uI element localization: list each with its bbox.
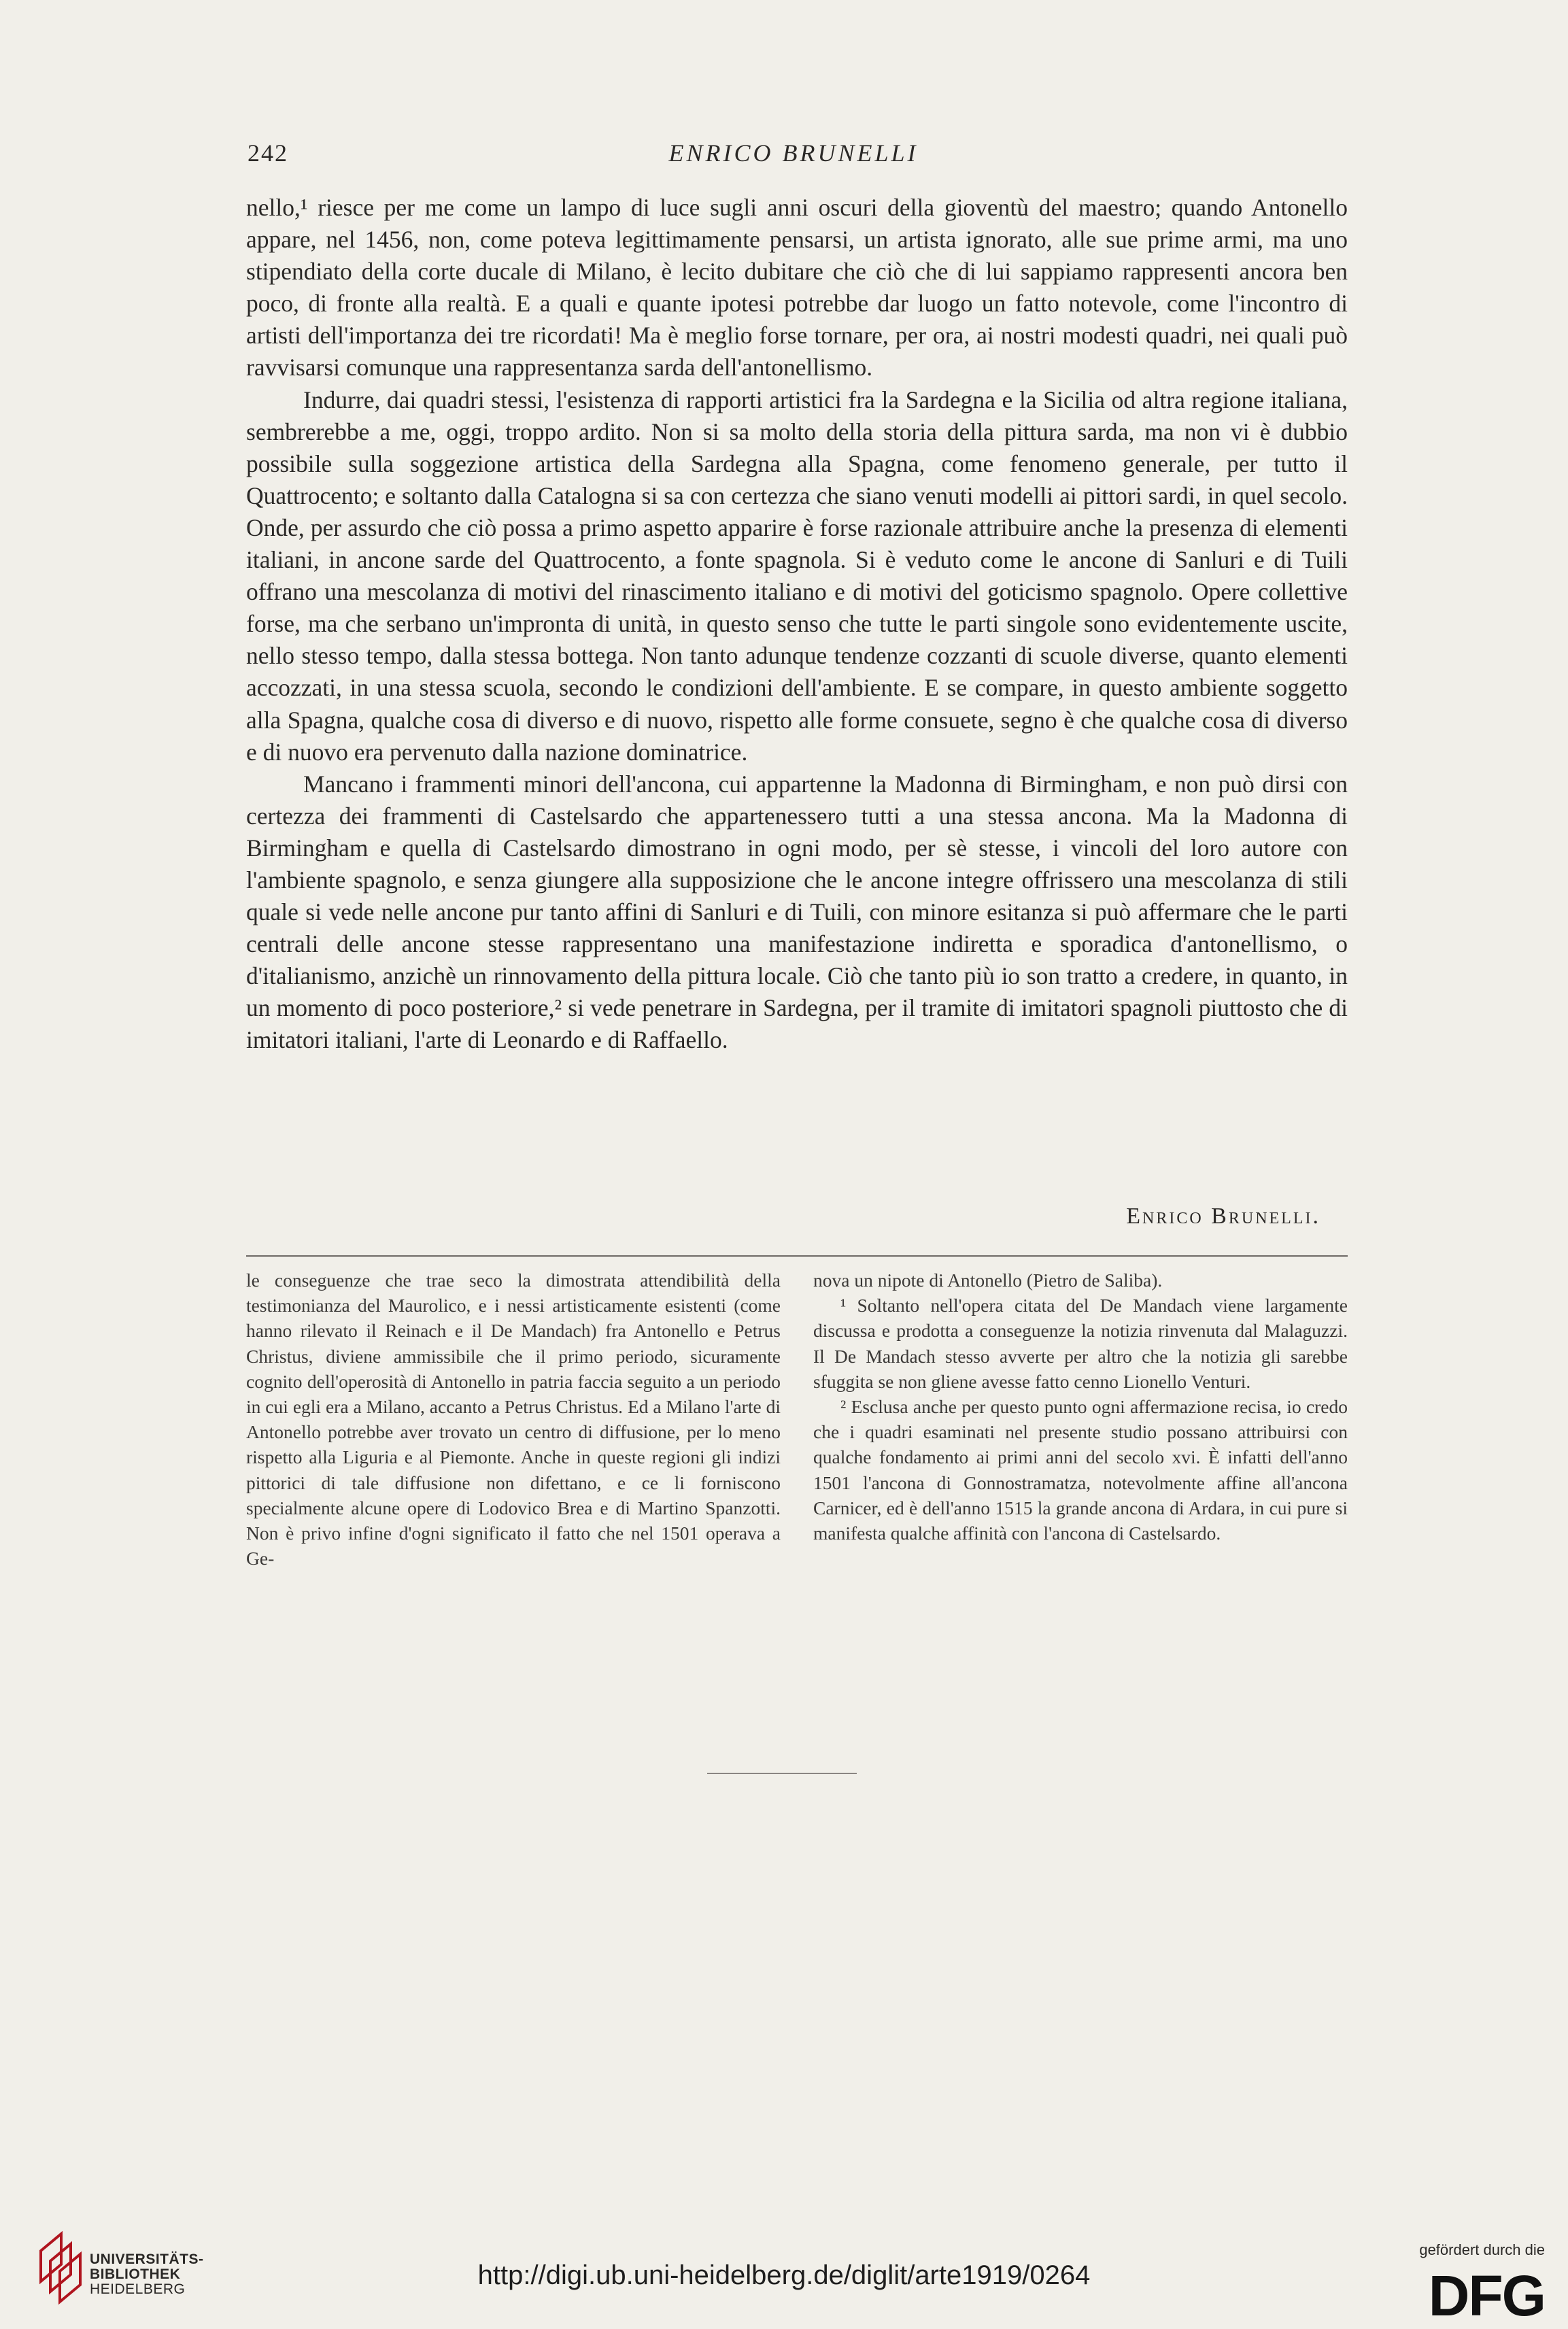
author-signature: Enrico Brunelli. — [1126, 1204, 1320, 1229]
end-rule — [707, 1773, 857, 1774]
footnote-1: ¹ Soltanto nell'opera citata del De Mandach viene largamente discussa e prodotta a conseguenze la notizia rinvenuta dal Malaguzzi. Il De Mandach stesso avverte per altro che la notizia gli sarebbe sfuggita se non gliene avesse fatto cenno Lionello Venturi. — [813, 1295, 1348, 1392]
page-header — [246, 139, 1341, 180]
funder-text: gefördert durch die — [1419, 2241, 1545, 2258]
footnote-divider — [246, 1255, 1348, 1257]
paragraph-1: nello,¹ riesce per me come un lampo di luce sugli anni oscuri della gioventù del maestro; quando Antonello appare, nel 1456, non, come poteva legittimamente pensarsi, un artista ignorato, alle sue prime armi, ma uno stipendiato della corte ducale di Milano, è lecito dubitare che ciò che di lui sappiamo rappresenti ancora ben poco, di fronte alla realtà. E a quali e quante ipotesi potrebbe dar luogo un fatto notevole, come l'incontro di artisti dell'importanza dei tre ricordati! Ma è meglio forse tornare, per ora, ai nostri modesti quadri, nei quali può ravvisarsi comunque una rappresentanza sarda dell'antonellismo. — [246, 194, 1348, 381]
main-text — [246, 192, 1348, 1057]
library-line-2: BIBLIOTHEK — [90, 2266, 181, 2282]
footnote-continuation: le conseguenze che trae seco la dimostrata attendibilità della testimonianza del Maurolico, e i nessi artisticamente esistenti (come hanno rilevato il Reinach e il De Mandach) fra Antonello e Petrus Christus, diviene ammissibile che il primo periodo, sicuramente cognito dell'operosità di Antonello in patria faccia seguito a un periodo in cui egli era a Milano, accanto a Petrus Christus. Ed a Milano l'arte di Antonello potrebbe aver trovato un centro di diffusione, per lo meno rispetto alla Liguria e al Piemonte. Anche in queste regioni gli indizi pittorici di tale diffusione non difettano, e ce li forniscono specialmente alcune opere di Lodovico Brea e di Martino Spanzotti. Non è privo infine d'ogni significato il fatto che nel 1501 operava a Ge- — [246, 1270, 781, 1569]
paragraph-2: Indurre, dai quadri stessi, l'esistenza di rapporti artistici fra la Sardegna e la Sicilia od altra regione italiana, sembrerebbe a me, oggi, troppo ardito. Non si sa molto della storia della pittura sarda, ma non vi è dubbio possibile sulla soggezione artistica della Sardegna alla Spagna, come fenomeno generale, per tutto il Quattrocento; e soltanto dalla Catalogna si sa con certezza che siano venuti modelli ai pittori sardi, in quel secolo. Onde, per assurdo che ciò possa a primo aspetto apparire è forse razionale attribuire anche la presenza di elementi italiani, in ancone sarde del Quattrocento, a fonte spagnola. Si è veduto come le ancone di Sanluri e di Tuili offrano una mescolanza di motivi del rinascimento italiano e di motivi del goticismo spagnolo. Opere collettive forse, ma che serbano un'impronta di unità, in questo senso che tutte le parti singole sono evidentemente uscite, nello stesso tempo, dalla stessa bottega. Non tanto adunque tendenze cozzanti di scuole diverse, quanto elementi accozzati, in una stessa scuola, secondo le condizioni dell'ambiente. E se compare, in questo ambiente soggetto alla Spagna, qualche cosa di diverso e di nuovo, rispetto alle forme consuete, segno è che qualche cosa di diverso e di nuovo era pervenuto dalla nazione dominatrice. — [246, 386, 1348, 766]
digitization-footer — [0, 2203, 1568, 2329]
permalink-url[interactable]: http://digi.ub.uni-heidelberg.de/diglit/arte1919/0264 — [477, 2260, 1091, 2290]
library-line-3: HEIDELBERG — [90, 2281, 186, 2297]
paragraph-3: Mancano i frammenti minori dell'ancona, cui appartenne la Madonna di Birmingham, e non può dirsi con certezza dei frammenti di Castelsardo che appartenessero tutti a una stessa ancona. Ma la Madonna di Birmingham e quella di Castelsardo dimostrano in ogni modo, per sè stesse, i vincoli del loro autore con l'ambiente spagnolo, e senza giungere alla supposizione che le ancone integre offrissero una mescolanza di stili quale si vede nelle ancone pur tanto affini di Sanluri e di Tuili, con minore esitanza si può affermare che le parti centrali delle ancone stesse rappresentano una manifestazione indiretta e sporadica d'antonellismo, o d'italianismo, anzichè un rinnovamento della pittura locale. Ciò che tanto più io son tratto a credere, in quanto, in un momento di poco posteriore,² si vede penetrare in Sardegna, per il tramite di imitatori spagnoli piuttosto che di imitatori italiani, l'arte di Leonardo e di Raffaello. — [246, 770, 1348, 1054]
footnote-continuation-end: nova un nipote di Antonello (Pietro de Saliba). — [813, 1270, 1163, 1291]
running-title: ENRICO BRUNELLI — [668, 139, 919, 167]
footnote-2: ² Esclusa anche per questo punto ogni affermazione recisa, io credo che i quadri esaminati nel presente studio possano attribuirsi con qualche fondamento ai primi anni del secolo xvi. È infatti dell'anno 1501 l'ancona di Gonnostramatza, notevolmente affine all'ancona Carnicer, ed è dell'anno 1515 la grande ancona di Ardara, in cui pure si manifesta qualche affinità con l'ancona di Castelsardo. — [813, 1396, 1348, 1544]
footnotes-left-column — [246, 1268, 781, 1571]
page-number: 242 — [248, 139, 288, 167]
dfg-logo: DFG — [1428, 2264, 1545, 2328]
footnotes-right-column — [813, 1268, 1348, 1546]
library-line-1: UNIVERSITÄTS- — [90, 2251, 204, 2267]
